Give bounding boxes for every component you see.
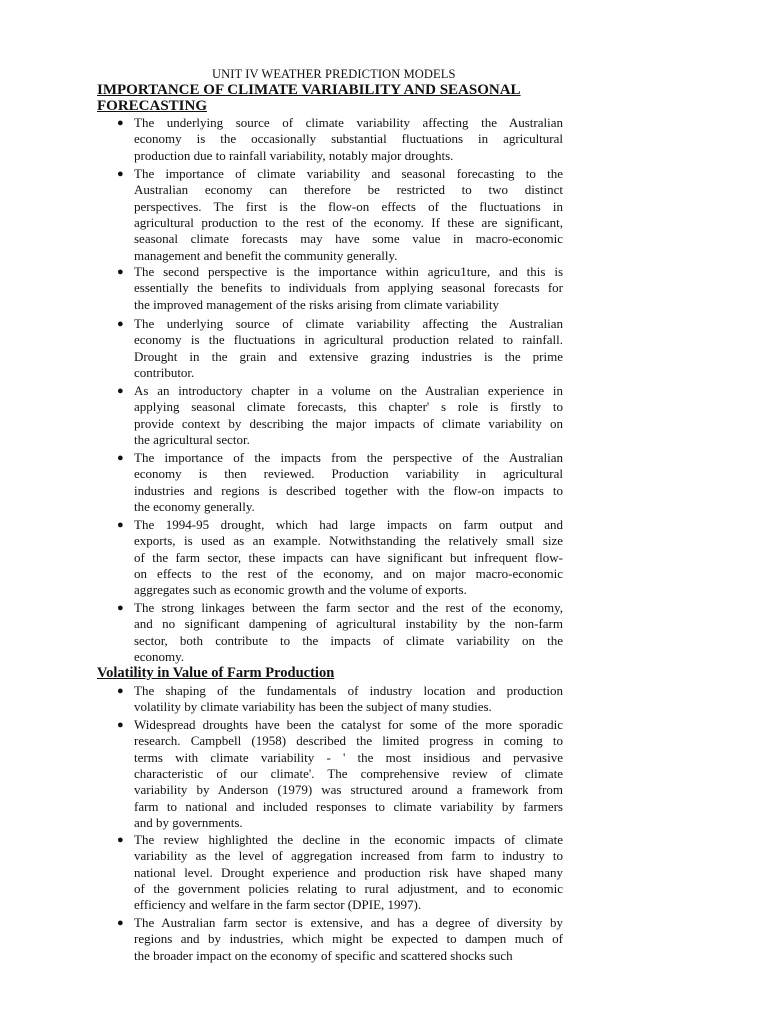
paragraph-line: the improved management of the risks arising from climate variability bbox=[134, 296, 499, 312]
paragraph-line: Widespread droughts have been the catalyst for some of the more sporadic bbox=[134, 717, 563, 732]
paragraph-line: sector, both contribute to the impacts of climate variability on the bbox=[134, 632, 563, 648]
bullet-icon: ● bbox=[117, 385, 124, 397]
paragraph-line: Drought in the grain and extensive grazing industries is the prime bbox=[134, 348, 563, 364]
paragraph-line: The Australian farm sector is extensive, and has a degree of diversity by bbox=[134, 915, 563, 930]
bullet-icon: ● bbox=[117, 452, 124, 464]
paragraph-line: agricultural production to the rest of the economy. If these are significant, bbox=[134, 214, 563, 230]
paragraph-line: regions and by industries, which might be expected to dampen much of bbox=[134, 931, 563, 947]
paragraph-line: characteristic of our climate'. The comprehensive review of climate bbox=[134, 765, 563, 781]
paragraph-line: production due to rainfall variability, notably major droughts. bbox=[134, 147, 454, 163]
paragraph-line: applying seasonal climate forecasts, this chapter' s role is firstly to bbox=[134, 399, 563, 415]
paragraph-line: The review highlighted the decline in the economic impacts of climate bbox=[134, 832, 563, 847]
paragraph-line: contributor. bbox=[134, 364, 195, 380]
section-heading-importance: IMPORTANCE OF CLIMATE VARIABILITY AND SEASONAL FORECASTING bbox=[97, 82, 521, 114]
paragraph-line: farm to national and included responses to climate variability by farmers bbox=[134, 798, 563, 814]
paragraph-line: of the government policies relating to rural adjustment, and to economic bbox=[134, 880, 563, 896]
bullet-icon: ● bbox=[117, 266, 124, 278]
paragraph-line: The underlying source of climate variability affecting the Australian bbox=[134, 316, 563, 331]
paragraph-line: variability by Anderson (1979) was structured around a framework from bbox=[134, 782, 563, 798]
paragraph-line: seasonal climate forecasts may have some value in macro-economic bbox=[134, 231, 563, 247]
bullet-icon: ● bbox=[117, 685, 124, 697]
paragraph-line: the economy generally. bbox=[134, 498, 255, 514]
paragraph-line: variability as the level of aggregation increased from farm to industry to bbox=[134, 848, 563, 864]
paragraph-line: provide context by describing the major impacts of climate variability on bbox=[134, 415, 563, 431]
bullet-icon: ● bbox=[117, 168, 124, 180]
paragraph-line: perspectives. The first is the flow-on effects of the fluctuations in bbox=[134, 198, 563, 214]
paragraph-line: The second perspective is the importance within agricu1ture, and this is bbox=[134, 264, 563, 279]
paragraph-line: research. Campbell (1958) described the limited progress in coming to bbox=[134, 733, 563, 749]
paragraph-line: and by governments. bbox=[134, 814, 243, 830]
paragraph-line: The strong linkages between the farm sector and the rest of the economy, bbox=[134, 600, 563, 615]
paragraph-line: aggregates such as economic growth and the volume of exports. bbox=[134, 582, 467, 598]
bullet-icon: ● bbox=[117, 719, 124, 731]
paragraph-line: efficiency and welfare in the farm sector (DPIE, 1997). bbox=[134, 897, 422, 913]
paragraph-line: economy is then reviewed. Production variability in agricultural bbox=[134, 466, 563, 482]
paragraph-line: The importance of the impacts from the perspective of the Australian bbox=[134, 450, 563, 465]
paragraph-line: economy is the occasionally substantial fluctuations in agricultural bbox=[134, 131, 563, 147]
paragraph-line: essentially the benefits to individuals from applying seasonal forecasts for bbox=[134, 280, 563, 296]
paragraph-line: The underlying source of climate variability affecting the Australian bbox=[134, 115, 563, 130]
paragraph-line: The importance of climate variability and seasonal forecasting to the bbox=[134, 166, 563, 181]
paragraph-line: management and benefit the community generally. bbox=[134, 247, 398, 263]
paragraph-line: The shaping of the fundamentals of industry location and production bbox=[134, 683, 563, 698]
bullet-icon: ● bbox=[117, 917, 124, 929]
paragraph-line: Australian economy can therefore be restricted to two distinct bbox=[134, 182, 563, 198]
paragraph-line: economy is the fluctuations in agricultural production related to rainfall. bbox=[134, 332, 563, 348]
paragraph-line: As an introductory chapter in a volume on the Australian experience in bbox=[134, 383, 563, 398]
unit-title: UNIT IV WEATHER PREDICTION MODELS bbox=[212, 67, 456, 81]
bullet-icon: ● bbox=[117, 519, 124, 531]
bullet-icon: ● bbox=[117, 318, 124, 330]
paragraph-line: industries and regions is described together with the flow-on impacts to bbox=[134, 482, 563, 498]
section-heading-volatility: Volatility in Value of Farm Production bbox=[97, 665, 335, 681]
bullet-icon: ● bbox=[117, 834, 124, 846]
paragraph-line: exports, is used as an example. Notwithstanding the relatively small size bbox=[134, 533, 563, 549]
paragraph-line: national level. Drought experience and production risk have shaped many bbox=[134, 864, 563, 880]
paragraph-line: of the farm sector, these impacts can have significant but infrequent flow- bbox=[134, 549, 563, 565]
bullet-icon: ● bbox=[117, 602, 124, 614]
paragraph-line: the agricultural sector. bbox=[134, 431, 250, 447]
paragraph-line: terms with climate variability - ' the most insidious and pervasive bbox=[134, 749, 563, 765]
paragraph-line: and no significant dampening of agricultural instability by the non-farm bbox=[134, 616, 563, 632]
paragraph-line: the broader impact on the economy of specific and scattered shocks such bbox=[134, 947, 513, 963]
paragraph-line: on effects to the rest of the economy, and on major macro-economic bbox=[134, 565, 563, 581]
bullet-icon: ● bbox=[117, 117, 124, 129]
paragraph-line: volatility by climate variability has been the subject of many studies. bbox=[134, 699, 492, 715]
paragraph-line: The 1994-95 drought, which had large impacts on farm output and bbox=[134, 517, 563, 532]
paragraph-line: economy. bbox=[134, 648, 185, 664]
